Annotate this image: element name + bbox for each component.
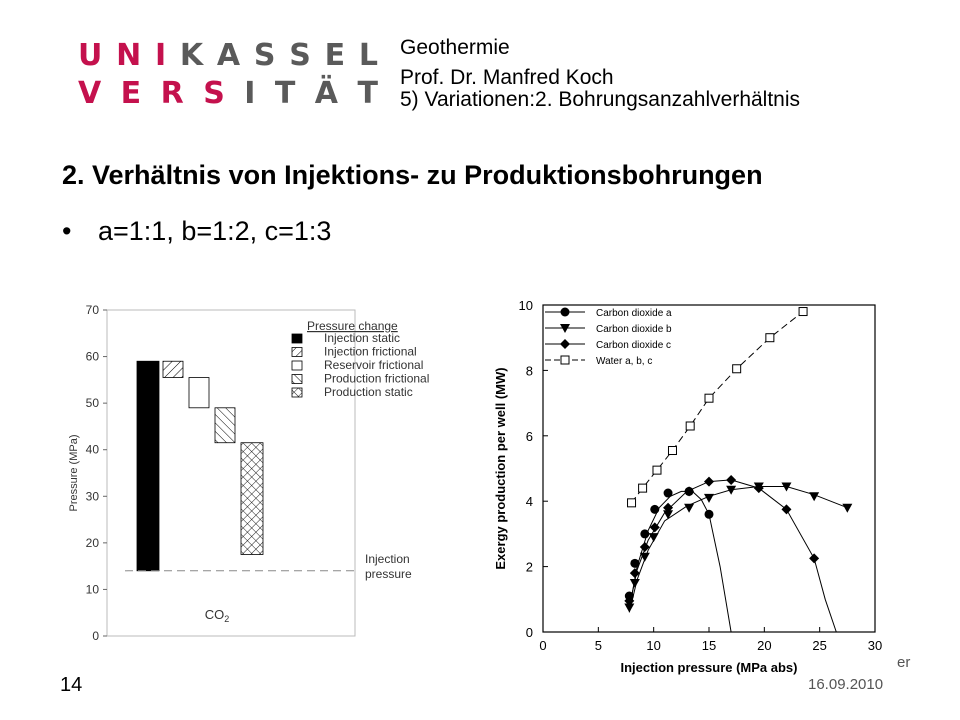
bar-empty bbox=[189, 378, 209, 408]
annotation-line-1: Injection bbox=[365, 551, 410, 566]
legend-swatch-empty bbox=[292, 361, 302, 370]
data-point-circle bbox=[705, 510, 714, 519]
legend-label: Reservoir frictional bbox=[324, 358, 424, 372]
y-axis-label: Pressure (MPa) bbox=[68, 434, 80, 512]
data-point-open-square bbox=[686, 422, 694, 430]
logo-letter: I bbox=[244, 76, 256, 111]
data-point-open-square bbox=[733, 365, 741, 373]
logo-letter: A bbox=[216, 38, 241, 73]
slide-title: 2. Verhältnis von Injektions- zu Produktionsbohrungen bbox=[62, 160, 763, 190]
slide-number: 14 bbox=[60, 674, 83, 696]
y-tick-label: 8 bbox=[525, 363, 533, 379]
legend-swatch-solid bbox=[292, 334, 302, 343]
bullet-text: a=1:1, b=1:2, c=1:3 bbox=[98, 216, 332, 246]
y-tick-label: 10 bbox=[518, 298, 533, 313]
logo-letter: L bbox=[358, 38, 378, 73]
footer-partial-text: er bbox=[897, 654, 911, 671]
bar-hatch bbox=[163, 361, 183, 377]
logo-letter: K bbox=[179, 38, 204, 73]
bar-crosshatch bbox=[241, 443, 263, 555]
legend-swatch-crosshatch bbox=[292, 388, 302, 397]
data-point-diamond bbox=[781, 504, 791, 514]
logo-row-1 bbox=[78, 38, 378, 73]
series-line-diamond bbox=[629, 480, 836, 632]
y-tick-label: 10 bbox=[85, 582, 99, 597]
x-tick-label: 0 bbox=[539, 638, 547, 653]
data-point-diamond bbox=[704, 477, 714, 487]
series-line-circle bbox=[629, 491, 731, 632]
logo-letter: V bbox=[78, 76, 102, 111]
logo-letter: U bbox=[78, 38, 103, 73]
x-tick-label: 10 bbox=[646, 638, 661, 653]
data-point-diamond bbox=[809, 553, 819, 563]
x-axis-label: $CO_2$ bbox=[204, 607, 230, 624]
bullet-dot-icon: • bbox=[62, 216, 72, 246]
legend-label: Injection frictional bbox=[324, 344, 417, 359]
data-point-diamond bbox=[684, 486, 694, 496]
logo-letter: Ä bbox=[314, 76, 339, 111]
legend-marker-diamond bbox=[560, 339, 570, 349]
x-tick-label: 30 bbox=[867, 638, 883, 653]
logo-letter: R bbox=[160, 76, 184, 111]
y-tick-label: 4 bbox=[525, 494, 533, 510]
x-tick-label: 20 bbox=[757, 638, 772, 653]
y-tick-label: 2 bbox=[525, 559, 533, 575]
legend-marker-open-square bbox=[561, 356, 569, 364]
legend-label: Production static bbox=[324, 385, 413, 399]
logo-letter: E bbox=[120, 76, 142, 111]
y-tick-label: 50 bbox=[85, 396, 99, 411]
data-point-open-square bbox=[766, 334, 774, 342]
data-point-open-square bbox=[628, 499, 636, 507]
legend-title: Pressure change bbox=[307, 319, 398, 333]
data-point-open-square bbox=[639, 484, 647, 492]
x-tick-label: 25 bbox=[812, 638, 827, 653]
data-point-open-square bbox=[705, 394, 713, 402]
professor-name: Prof. Dr. Manfred Koch bbox=[400, 66, 614, 89]
x-tick-label: 5 bbox=[594, 638, 602, 653]
data-point-circle bbox=[664, 489, 673, 498]
logo-row-2 bbox=[78, 76, 378, 111]
legend-label: Injection static bbox=[324, 331, 401, 345]
course-title: Geothermie bbox=[400, 36, 510, 59]
logo-letter: I bbox=[154, 38, 167, 73]
y-axis-label: Exergy production per well (MW) bbox=[493, 367, 508, 570]
university-logo bbox=[78, 38, 378, 110]
y-tick-label: 0 bbox=[92, 629, 99, 643]
logo-letter: S bbox=[203, 76, 225, 111]
legend-label: Carbon dioxide c bbox=[596, 340, 672, 351]
y-tick-label: 60 bbox=[85, 349, 99, 364]
logo-letter: T bbox=[357, 76, 378, 111]
data-point-triangle bbox=[684, 504, 694, 513]
legend-label: Water a, b, c bbox=[596, 356, 653, 367]
data-point-diamond bbox=[726, 475, 736, 485]
logo-letter: T bbox=[274, 76, 296, 111]
legend-swatch-backhatch bbox=[292, 375, 302, 384]
plot-frame bbox=[543, 305, 875, 632]
logo-letter: N bbox=[116, 38, 142, 73]
x-tick-label: 15 bbox=[701, 638, 717, 653]
logo-letter: S bbox=[253, 38, 276, 73]
pressure-change-chart bbox=[65, 290, 430, 643]
bullet-item bbox=[62, 216, 331, 247]
data-point-open-square bbox=[668, 447, 676, 455]
legend-label: Production frictional bbox=[324, 371, 430, 386]
section-title: 5) Variationen:2. Bohrungsanzahlverhältnis bbox=[400, 88, 801, 111]
data-point-circle bbox=[650, 505, 659, 514]
slide-date: 16.09.2010 bbox=[808, 676, 884, 693]
y-tick-label: 30 bbox=[85, 489, 99, 504]
data-point-circle bbox=[640, 529, 649, 538]
logo-letter: E bbox=[324, 38, 346, 73]
bar-backhatch bbox=[215, 408, 235, 443]
data-point-triangle bbox=[726, 486, 736, 495]
annotation-line-2: pressure bbox=[365, 566, 412, 581]
data-point-open-square bbox=[799, 308, 807, 316]
data-point-triangle bbox=[809, 492, 819, 501]
y-tick-label: 0 bbox=[525, 625, 533, 640]
data-point-open-square bbox=[653, 466, 661, 474]
data-point-triangle bbox=[842, 504, 852, 513]
legend-marker-circle bbox=[561, 308, 570, 317]
x-axis-label: Injection pressure (MPa abs) bbox=[620, 660, 798, 675]
bar-solid bbox=[137, 361, 159, 571]
legend-label: Carbon dioxide a bbox=[596, 308, 672, 319]
y-tick-label: 70 bbox=[85, 303, 99, 317]
y-tick-label: 40 bbox=[85, 442, 99, 457]
logo-letter: S bbox=[289, 38, 311, 73]
y-tick-label: 20 bbox=[85, 535, 99, 550]
legend-swatch-hatch bbox=[292, 348, 302, 357]
data-point-triangle bbox=[704, 494, 714, 503]
legend-label: Carbon dioxide b bbox=[596, 324, 672, 335]
y-tick-label: 6 bbox=[525, 428, 533, 444]
exergy-production-chart bbox=[488, 288, 888, 696]
